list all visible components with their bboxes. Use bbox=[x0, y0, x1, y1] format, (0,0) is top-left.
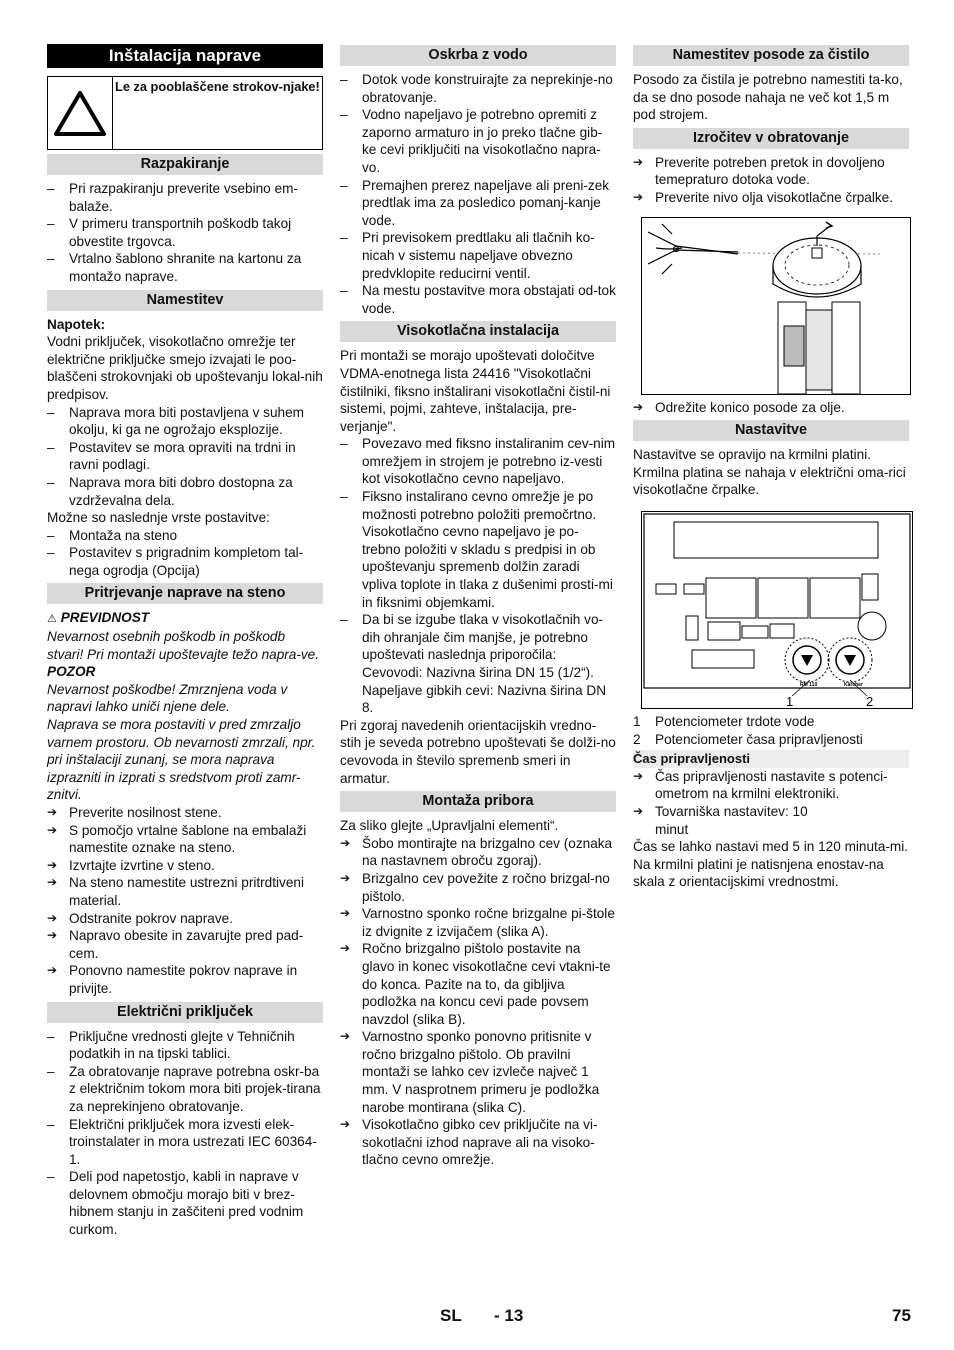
caution-label: ⚠ PREVIDNOST bbox=[47, 610, 150, 626]
list-item: ➔ Na steno namestite ustrezni pritrdtiveni material. bbox=[47, 874, 323, 909]
note-text: Vodni priključek, visokotlačno omrežje ter električne priključke smejo izvajati le poo-blaščeni strokovnjaki ob upoštevanju lokal-nih predpisov. bbox=[47, 334, 323, 402]
list-item: – Naprava mora biti postavljena v suhem okolju, ki ga ne ogrožajo eksplozije. bbox=[47, 404, 323, 439]
list-item: ➔ Odrežite konico posode za olje. bbox=[633, 399, 909, 417]
page-title: Inštalacija naprave bbox=[47, 44, 323, 68]
oil-reservoir-illustration bbox=[642, 218, 910, 394]
warning-triangle-icon bbox=[48, 77, 113, 149]
list-item: – Pri previsokem predtlaku ali tlačnih ko-nicah v sistemu napeljave obvezno predvklopite reducirni ventil. bbox=[340, 229, 616, 282]
list-item: – Deli pod napetostjo, kabli in naprave v delovnem območju morajo biti v brez-hibnem stanju in zaščiteni pred vodnim curkom. bbox=[47, 1168, 323, 1238]
list-water-supply bbox=[340, 71, 616, 317]
section-heading-electrical: Električni priključek bbox=[47, 1002, 323, 1023]
steps-wall-mount bbox=[47, 804, 323, 998]
list-item: – Priključne vrednosti glejte v Tehničnih podatkih in na tipski tablici. bbox=[47, 1028, 323, 1063]
list-item: – Postavitev s prigradnim kompletom tal-nega ogrodja (Opcija) bbox=[47, 544, 323, 579]
list-item: – Povezavo med fiksno instaliranim cev-nim omrežjem in strojem je potrebno iz-vesti kot visokotlačno cevno napeljavo. bbox=[340, 435, 616, 488]
steps-accessories bbox=[340, 835, 616, 1169]
detergent-tank-text: Posodo za čistila je potrebno namestiti ta-ko, da se dno posode nahaja ne več kot 1,5 m pod strojem. bbox=[633, 72, 903, 123]
list-electrical bbox=[47, 1028, 323, 1239]
pozor-label: POZOR bbox=[47, 664, 96, 680]
section-heading-commissioning: Izročitev v obratovanje bbox=[633, 128, 909, 149]
accessories-intro: Za sliko glejte „Upravljalni elementi“. bbox=[340, 818, 559, 834]
list-item: ➔ Napravo obesite in zavarujte pred pad-cem. bbox=[47, 927, 323, 962]
list-item: ➔ Varnostno sponko ročne brizgalne pi-štole iz dvignite z izvijačem (slika A). bbox=[340, 905, 616, 940]
list-item: – Na mestu postavitve mora obstajati od-tok vode. bbox=[340, 282, 616, 317]
steps-standby-time bbox=[633, 768, 909, 838]
callout-1: 1 bbox=[786, 693, 794, 708]
callout-2: 2 bbox=[866, 693, 874, 708]
oil-reservoir-figure bbox=[641, 217, 911, 395]
list-item: – Vrtalno šablono shranite na kartonu za montažo naprave. bbox=[47, 250, 323, 285]
list-item: ➔ Preverite nosilnost stene. bbox=[47, 804, 323, 822]
list-item: – Vodno napeljavo je potrebno opremiti z zaporno armaturo in jo preko tlačne gib-ke cevi priključiti na visokotlačno napra-vo. bbox=[340, 106, 616, 176]
pozor-text-1: Nevarnost poškodbe! Zmrznjena voda v napravi lahko uniči njene dele. bbox=[47, 681, 288, 715]
list-item: ➔ Preverite potreben pretok in dovoljeno temepraturo dotoka vode. bbox=[633, 154, 909, 189]
list-razpakiranje bbox=[47, 180, 323, 286]
scissors-icon bbox=[648, 224, 738, 274]
list-item: ➔ Preverite nivo olja visokotlačne črpalke. bbox=[633, 189, 909, 207]
board-label-model: RM 110 bbox=[800, 681, 818, 688]
list-item: – Montaža na steno bbox=[47, 527, 323, 545]
list-installation-types bbox=[47, 527, 323, 580]
section-heading-wall-mount: Pritrjevanje naprave na steno bbox=[47, 583, 323, 604]
section-heading-razpakiranje: Razpakiranje bbox=[47, 154, 323, 175]
list-item: ➔ Visokotlačno gibko cev priključite na vi-sokotlačni izhod naprave ali na visoko-tlačno cevno omrežje. bbox=[340, 1116, 616, 1169]
list-item: – Za obratovanje naprave potrebna oskr-ba z električnim tokom mora biti projek-tirana za neprekinjeno obratovanje. bbox=[47, 1063, 323, 1116]
warning-box bbox=[47, 76, 323, 150]
high-pressure-outro: Pri zgoraj navedenih orientacijskih vredno-stih je seveda potrebno upoštevati še dolži-no cevovoda in število spremenb smeri in armatur. bbox=[340, 717, 616, 786]
footer-page-local: - 13 bbox=[494, 1306, 524, 1325]
high-pressure-intro: Pri montaži se morajo upoštevati določitve VDMA-enotnega lista 24416 "Visokotlačni čistilniki, fiksno inštalirani visokotlačni čistil-ni sistemi, pojmi, zahteve, inštalacija, pre-verjanje". bbox=[340, 348, 611, 434]
installation-types-intro: Možne so naslednje vrste postavitve: bbox=[47, 510, 270, 526]
column-middle bbox=[340, 44, 616, 1169]
warning-text: Le za pooblaščene strokov-njake! bbox=[115, 79, 320, 94]
list-item: – Fiksno instalirano cevno omrežje je po možnosti potrebno položiti premočrtno. Visokotlačno cevno napeljavo je po-trebno položiti v skladu s predpisi in ob upoštevanju spremenb dolžin zaradi vpliva toplote in tlaka z dušenimi prosti-mi in fiksnimi objemkami. bbox=[340, 488, 616, 611]
control-board-illustration bbox=[642, 512, 912, 708]
column-left bbox=[47, 44, 323, 1239]
note-label: Napotek: bbox=[47, 316, 106, 332]
section-heading-accessories: Montaža pribora bbox=[340, 791, 616, 812]
list-item: ➔ Tovarniška nastavitev: 10 minut bbox=[633, 803, 909, 838]
settings-text: Nastavitve se opravijo na krmilni platini. Krmilna platina se nahaja v električni oma-rici visokotlačne črpalke. bbox=[633, 447, 906, 498]
pozor-text-2: Naprava se mora postaviti v pred zmrzaljo varnem prostoru. Ob nevarnosti zmrzali, npr. pri inštalaciji zunanj, se mora naprava izprazniti in izprati s sredstvom proti zamr-znitvi. bbox=[47, 717, 316, 803]
list-item: ➔ Ponovno namestite pokrov naprave in privijte. bbox=[47, 962, 323, 997]
list-item: ➔ Varnostno sponko ponovno pritisnite v ročno brizgalno pištolo. Ob pravilni montaži se lahko cev izvleče največ 1 mm. V nasprotnem primeru je podložka narobe montirana (slika C). bbox=[340, 1028, 616, 1116]
caution-icon: ⚠ bbox=[47, 612, 61, 626]
footer-page-number: 75 bbox=[892, 1306, 911, 1325]
list-item: ➔ Ročno brizgalno pištolo postavite na glavo in konec visokotlačne cevi vtakni-te do konca. Pazite na to, da gibljiva podložka na koncu cevi pade povsem navzdol (slika B). bbox=[340, 940, 616, 1028]
caution-text: Nevarnost osebnih poškodb in poškodb stvari! Pri montaži upoštevajte težo napra-ve. bbox=[47, 629, 320, 662]
list-namestitev bbox=[47, 404, 323, 510]
section-heading-detergent-tank: Namestitev posode za čistilo bbox=[633, 45, 909, 66]
column-right bbox=[633, 44, 909, 891]
section-heading-high-pressure: Visokotlačna instalacija bbox=[340, 321, 616, 342]
subheading-standby-time: Čas pripravljenosti bbox=[633, 750, 909, 768]
list-item: ➔ Odstranite pokrov naprave. bbox=[47, 910, 323, 928]
legend-item: 1 Potenciometer trdote vode bbox=[633, 713, 815, 729]
list-item: – Dotok vode konstruirajte za neprekinje-no obratovanje. bbox=[340, 71, 616, 106]
footer-language: SL bbox=[440, 1306, 462, 1325]
legend-item: 2 Potenciometer časa pripravljenosti bbox=[633, 731, 863, 747]
section-heading-namestitev: Namestitev bbox=[47, 290, 323, 311]
list-item: – Naprava mora biti dobro dostopna za vzdrževalna dela. bbox=[47, 474, 323, 509]
board-label-brand: Kärcher bbox=[844, 681, 863, 688]
list-item: ➔ S pomočjo vrtalne šablone na embalaži namestite oznake na steno. bbox=[47, 822, 323, 857]
list-item: – Postavitev se mora opraviti na trdni in ravni podlagi. bbox=[47, 439, 323, 474]
steps-commissioning bbox=[633, 154, 909, 207]
list-item: – Električni priključek mora izvesti elek-troinstalater in mora ustrezati IEC 60364-1. bbox=[47, 1116, 323, 1169]
list-high-pressure bbox=[340, 435, 616, 717]
section-heading-water-supply: Oskrba z vodo bbox=[340, 45, 616, 66]
control-board-figure bbox=[641, 511, 913, 709]
standby-time-outro: Čas se lahko nastavi med 5 in 120 minuta-mi. Na krmilni platini je natisnjena enostav-na skala z orientacijskimi vrednostmi. bbox=[633, 839, 909, 890]
list-item: ➔ Izvrtajte izvrtine v steno. bbox=[47, 857, 323, 875]
list-item: ➔ Brizgalno cev povežite z ročno brizgal-no pištolo. bbox=[340, 870, 616, 905]
list-item: ➔ Šobo montirajte na brizgalno cev (oznaka na nastavnem obroču zgoraj). bbox=[340, 835, 616, 870]
list-item: – Pri razpakiranju preverite vsebino em-balaže. bbox=[47, 180, 323, 215]
list-item: – Da bi se izgube tlaka v visokotlačnih vo-dih ohranjale čim manjše, je potrebno upoštevati naslednja priporočila: Cevovodi: Nazivna širina DN 15 (1/2“). Napeljave gibkih cevi: Nazivna širina DN 8. bbox=[340, 611, 616, 717]
list-item: – Premajhen prerez napeljave ali preni-zek predtlak ima za posledico pomanj-kanje vode. bbox=[340, 177, 616, 230]
list-item: ➔ Čas pripravljenosti nastavite s potenci-ometrom na krmilni elektroniki. bbox=[633, 768, 909, 803]
figure-legend bbox=[633, 713, 909, 748]
section-heading-settings: Nastavitve bbox=[633, 420, 909, 441]
list-item: – V primeru transportnih poškodb takoj obvestite trgovca. bbox=[47, 215, 323, 250]
steps-after-figure bbox=[633, 399, 909, 417]
